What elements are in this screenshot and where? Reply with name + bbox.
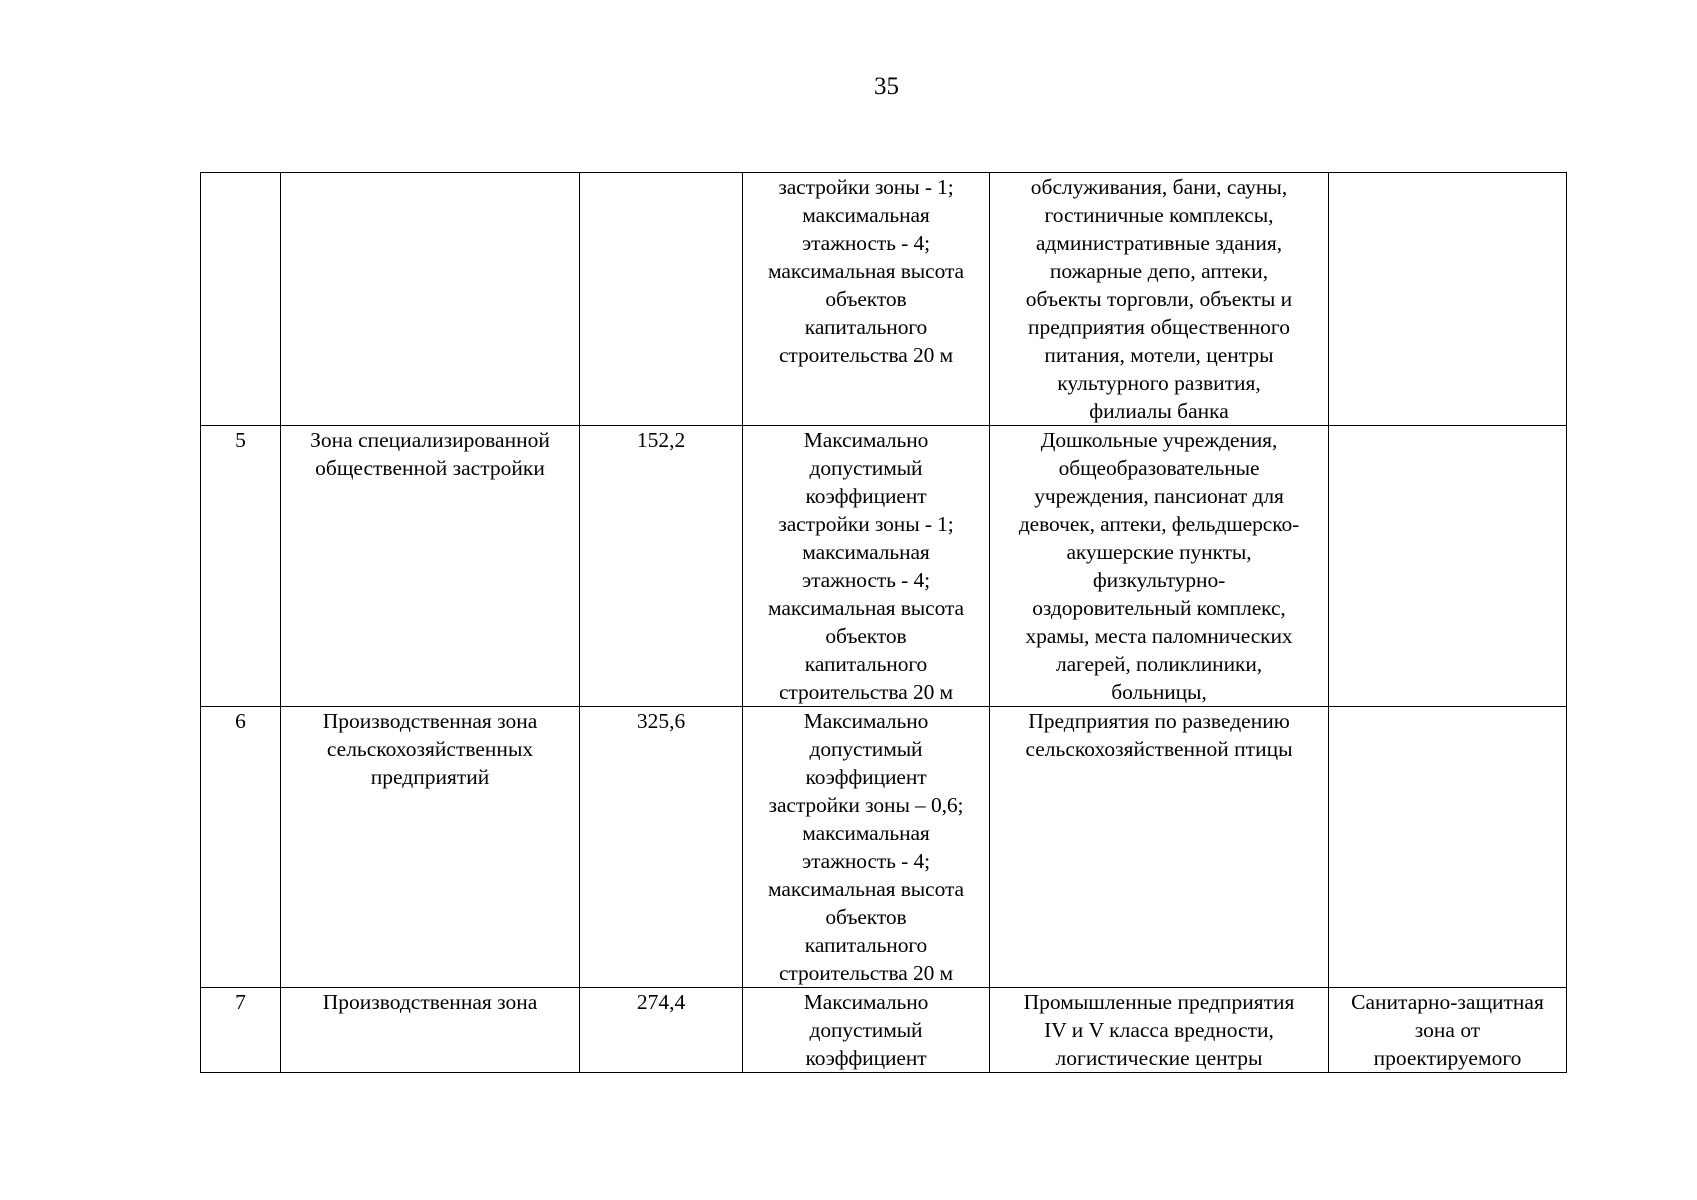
cell-limitations (1329, 426, 1567, 707)
cell-limitations: Санитарно-защитная зона от проектируемого (1329, 988, 1567, 1073)
table-row (201, 988, 1567, 1073)
cell-parameters: Максимально допустимый коэффициент (743, 988, 990, 1073)
cell-number: 5 (201, 426, 281, 707)
cell-number: 7 (201, 988, 281, 1073)
cell-parameters: Максимально допустимый коэффициент застройки зоны - 1; максимальная этажность - 4; максимальная высота объектов капитального строительства 20 м (743, 426, 990, 707)
zones-table (200, 172, 1567, 1073)
cell-limitations (1329, 707, 1567, 988)
cell-zone-name: Зона специализированной общественной застройки (281, 426, 580, 707)
cell-area (580, 173, 743, 426)
table-row (201, 426, 1567, 707)
cell-permitted-uses: Дошкольные учреждения, общеобразовательные учреждения, пансионат для девочек, аптеки, фельдшерско- акушерские пункты, физкультурно- оздоровительный комплекс, храмы, места паломнических лагерей, поликлиники, больницы, (990, 426, 1329, 707)
cell-number: 6 (201, 707, 281, 988)
cell-limitations (1329, 173, 1567, 426)
cell-permitted-uses: Предприятия по разведению сельскохозяйственной птицы (990, 707, 1329, 988)
cell-area: 152,2 (580, 426, 743, 707)
page-number: 35 (874, 73, 899, 100)
cell-permitted-uses: обслуживания, бани, сауны, гостиничные комплексы, административные здания, пожарные депо, аптеки, объекты торговли, объекты и предприятия общественного питания, мотели, центры культурного развития, филиалы банка (990, 173, 1329, 426)
cell-zone-name: Производственная зона (281, 988, 580, 1073)
cell-zone-name (281, 173, 580, 426)
cell-parameters: Максимально допустимый коэффициент застройки зоны – 0,6; максимальная этажность - 4; максимальная высота объектов капитального строительства 20 м (743, 707, 990, 988)
cell-area: 274,4 (580, 988, 743, 1073)
cell-number (201, 173, 281, 426)
table-row (201, 173, 1567, 426)
cell-zone-name: Производственная зона сельскохозяйственных предприятий (281, 707, 580, 988)
table-row (201, 707, 1567, 988)
cell-area: 325,6 (580, 707, 743, 988)
cell-parameters: застройки зоны - 1; максимальная этажность - 4; максимальная высота объектов капитального строительства 20 м (743, 173, 990, 426)
cell-permitted-uses: Промышленные предприятия IV и V класса вредности, логистические центры (990, 988, 1329, 1073)
